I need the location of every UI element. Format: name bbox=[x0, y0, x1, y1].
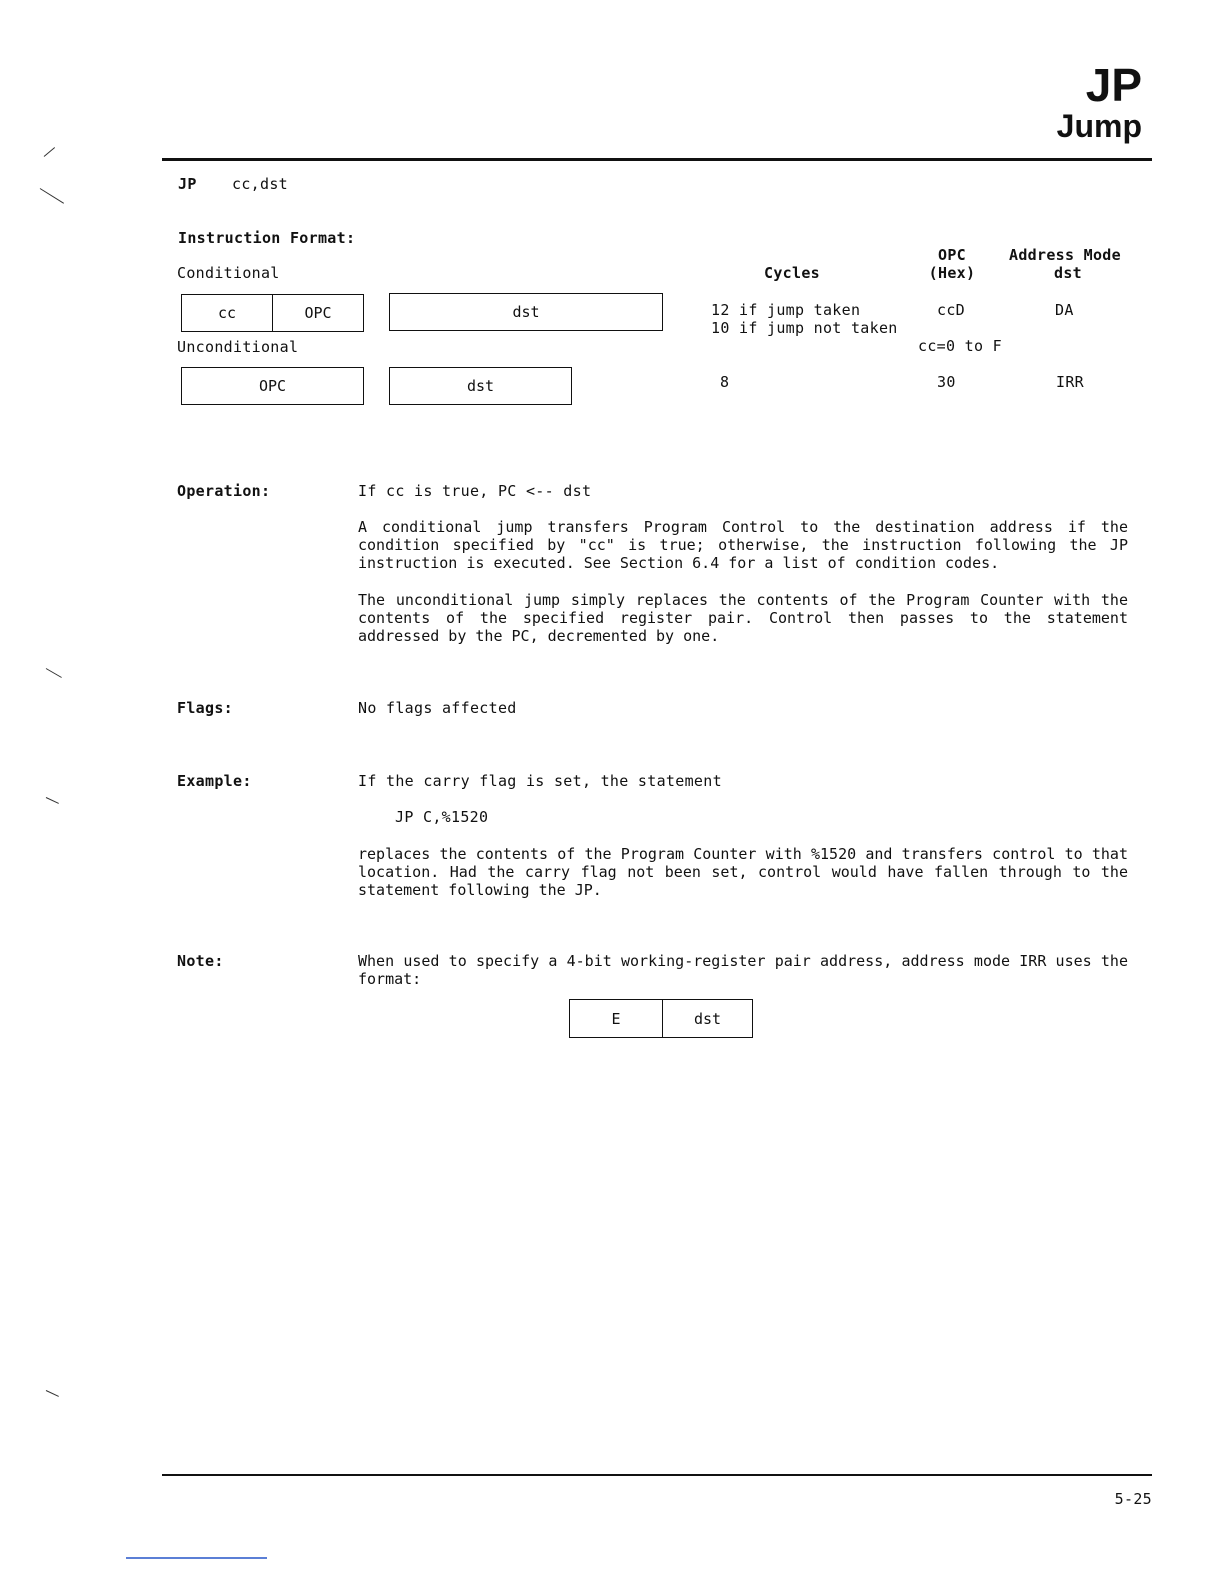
opc-header-line2: (Hex) bbox=[928, 264, 976, 282]
flags-text: No flags affected bbox=[358, 699, 517, 717]
unconditional-dst-byte-box bbox=[389, 367, 572, 405]
flags-label: Flags: bbox=[177, 699, 233, 717]
syntax-operands: cc,dst bbox=[232, 175, 288, 193]
opc-field: OPC bbox=[272, 295, 363, 331]
dst-field: dst bbox=[512, 303, 540, 321]
conditional-label: Conditional bbox=[177, 264, 280, 282]
top-rule bbox=[162, 158, 1152, 161]
address-mode-header-line1: Address Mode bbox=[1009, 246, 1121, 264]
conditional-cycles-taken: 12 if jump taken bbox=[711, 301, 861, 319]
cycles-header: Cycles bbox=[764, 264, 820, 282]
scan-mark bbox=[46, 797, 59, 804]
opc-header-line1: OPC bbox=[938, 246, 966, 264]
scan-mark bbox=[44, 147, 55, 157]
operation-label: Operation: bbox=[177, 482, 271, 500]
opc-field: OPC bbox=[258, 377, 287, 395]
note-label: Note: bbox=[177, 952, 224, 970]
page-number: 5-25 bbox=[1114, 1490, 1152, 1508]
scan-mark bbox=[40, 188, 64, 204]
unconditional-address-mode: IRR bbox=[1056, 373, 1084, 391]
bottom-rule bbox=[162, 1474, 1152, 1476]
syntax-mnemonic: JP bbox=[178, 175, 197, 193]
example-intro: If the carry flag is set, the statement bbox=[358, 772, 722, 790]
conditional-address-mode: DA bbox=[1055, 301, 1074, 319]
unconditional-cycles: 8 bbox=[720, 373, 730, 391]
unconditional-opc-value: 30 bbox=[937, 373, 956, 391]
operation-paragraph-conditional: A conditional jump transfers Program Control to the destination address if the condition specified by "cc" is true; otherwise, the instruction following the JP instruction is executed. See Section 6.4 for a list of condition codes. bbox=[358, 518, 1128, 572]
example-paragraph: replaces the contents of the Program Counter with %1520 and transfers control to that location. Had the carry flag not been set, control would have fallen through to the statement following the JP. bbox=[358, 845, 1128, 899]
unconditional-label: Unconditional bbox=[177, 338, 299, 356]
note-text: When used to specify a 4-bit working-register pair address, address mode IRR uses the format: bbox=[358, 952, 1128, 988]
conditional-opcode-byte-box bbox=[181, 294, 364, 332]
unconditional-opcode-byte-box bbox=[181, 367, 364, 405]
e-field: E bbox=[611, 1009, 621, 1028]
page-title-mnemonic: JP bbox=[1085, 59, 1142, 111]
operation-summary: If cc is true, PC <-- dst bbox=[358, 482, 592, 500]
address-mode-header-line2: dst bbox=[1054, 264, 1082, 282]
operation-paragraph-unconditional: The unconditional jump simply replaces the contents of the Program Counter with the contents of the specified register pair. Control then passes to the statement addressed by the PC, decremented by one. bbox=[358, 591, 1128, 645]
dst-field: dst bbox=[466, 377, 495, 395]
cc-field: cc bbox=[217, 304, 237, 322]
scan-mark bbox=[46, 668, 62, 678]
conditional-cycles-not-taken: 10 if jump not taken bbox=[711, 319, 898, 337]
instruction-format-heading: Instruction Format: bbox=[178, 229, 356, 247]
conditional-opc-range: cc=0 to F bbox=[918, 337, 1002, 355]
page-title-name: Jump bbox=[1056, 108, 1142, 144]
dst-field: dst bbox=[662, 1000, 752, 1037]
conditional-dst-word-box bbox=[389, 293, 663, 331]
blue-underline-mark bbox=[126, 1557, 267, 1559]
conditional-opc-value: ccD bbox=[937, 301, 965, 319]
scan-mark bbox=[46, 1390, 59, 1397]
example-code: JP C,%1520 bbox=[395, 808, 489, 826]
note-irr-format-box bbox=[569, 999, 753, 1038]
example-label: Example: bbox=[177, 772, 252, 790]
